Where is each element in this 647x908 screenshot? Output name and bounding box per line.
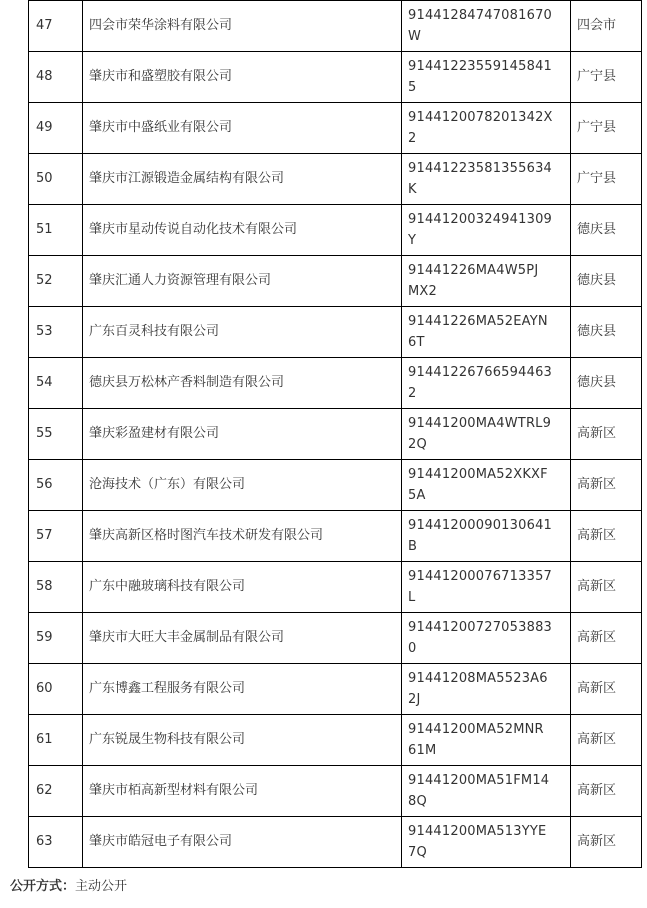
- table-row: [29, 409, 642, 460]
- table-row: [29, 613, 642, 664]
- credit-code: [402, 562, 571, 613]
- area: 四会市: [571, 1, 642, 52]
- area: 高新区: [571, 409, 642, 460]
- credit-code-line-2: 2Q: [408, 437, 427, 452]
- credit-code: [402, 307, 571, 358]
- company-table: [28, 0, 642, 868]
- credit-code: [402, 52, 571, 103]
- area: 德庆县: [571, 256, 642, 307]
- row-number: 58: [29, 562, 83, 613]
- table-row: [29, 817, 642, 868]
- row-number: 53: [29, 307, 83, 358]
- row-number: 50: [29, 154, 83, 205]
- table-row: [29, 307, 642, 358]
- table-row: [29, 103, 642, 154]
- credit-code: [402, 766, 571, 817]
- credit-code-line-1: 91441226MA4W5PJ: [408, 263, 539, 278]
- area: 高新区: [571, 766, 642, 817]
- table-row: [29, 205, 642, 256]
- credit-code-line-1: 91441226766594463: [408, 365, 553, 380]
- credit-code-line-2: K: [408, 182, 417, 197]
- credit-code-line-1: 9144120078201342X: [408, 110, 553, 125]
- credit-code: [402, 817, 571, 868]
- table-row: [29, 460, 642, 511]
- disclosure-method-label: 公开方式：: [10, 879, 76, 894]
- credit-code: [402, 409, 571, 460]
- credit-code-line-2: B: [408, 539, 418, 554]
- company-name: 肇庆高新区格时图汽车技术研发有限公司: [83, 511, 402, 562]
- area: 高新区: [571, 664, 642, 715]
- credit-code: [402, 715, 571, 766]
- row-number: 52: [29, 256, 83, 307]
- company-name: 肇庆彩盈建材有限公司: [83, 409, 402, 460]
- credit-code-line-1: 91441208MA5523A6: [408, 671, 548, 686]
- disclosure-method-value: 主动公开: [75, 879, 128, 894]
- table-row: [29, 766, 642, 817]
- row-number: 60: [29, 664, 83, 715]
- row-number: 47: [29, 1, 83, 52]
- credit-code-line-2: 2: [408, 131, 417, 146]
- company-name: 肇庆市星动传说自动化技术有限公司: [83, 205, 402, 256]
- credit-code-line-1: 91441200727053883: [408, 620, 553, 635]
- credit-code-line-2: 6T: [408, 335, 425, 350]
- area: 高新区: [571, 613, 642, 664]
- area: 高新区: [571, 715, 642, 766]
- credit-code: [402, 358, 571, 409]
- area: 高新区: [571, 817, 642, 868]
- credit-code-line-2: W: [408, 29, 422, 44]
- company-name: 肇庆市中盛纸业有限公司: [83, 103, 402, 154]
- credit-code-line-1: 91441223581355634: [408, 161, 553, 176]
- table-row: [29, 358, 642, 409]
- row-number: 63: [29, 817, 83, 868]
- area: 广宁县: [571, 154, 642, 205]
- area: 高新区: [571, 460, 642, 511]
- credit-code-line-1: 91441226MA52EAYN: [408, 314, 548, 329]
- company-name: 肇庆市栢高新型材料有限公司: [83, 766, 402, 817]
- area: 德庆县: [571, 307, 642, 358]
- credit-code-line-1: 91441284747081670: [408, 8, 553, 23]
- credit-code-line-2: 61M: [408, 743, 437, 758]
- row-number: 54: [29, 358, 83, 409]
- credit-code: [402, 154, 571, 205]
- row-number: 56: [29, 460, 83, 511]
- table-row: [29, 511, 642, 562]
- credit-code: [402, 511, 571, 562]
- table-row: [29, 1, 642, 52]
- company-name: 肇庆市江源锻造金属结构有限公司: [83, 154, 402, 205]
- credit-code: [402, 256, 571, 307]
- row-number: 61: [29, 715, 83, 766]
- company-name: 肇庆汇通人力资源管理有限公司: [83, 256, 402, 307]
- row-number: 62: [29, 766, 83, 817]
- row-number: 48: [29, 52, 83, 103]
- table-row: [29, 52, 642, 103]
- company-name: 广东锐晟生物科技有限公司: [83, 715, 402, 766]
- credit-code-line-2: L: [408, 590, 416, 605]
- credit-code-line-1: 91441200090130641: [408, 518, 553, 533]
- area: 高新区: [571, 511, 642, 562]
- table-row: [29, 664, 642, 715]
- credit-code-line-2: 5A: [408, 488, 426, 503]
- credit-code: [402, 460, 571, 511]
- row-number: 55: [29, 409, 83, 460]
- company-name: 沧海技术（广东）有限公司: [83, 460, 402, 511]
- credit-code: [402, 664, 571, 715]
- credit-code-line-2: MX2: [408, 284, 437, 299]
- area: 广宁县: [571, 103, 642, 154]
- disclosure-method: [10, 878, 127, 896]
- credit-code-line-1: 91441223559145841: [408, 59, 553, 74]
- credit-code: [402, 1, 571, 52]
- area: 德庆县: [571, 358, 642, 409]
- table-row: [29, 715, 642, 766]
- credit-code: [402, 103, 571, 154]
- company-name: 肇庆市大旺大丰金属制品有限公司: [83, 613, 402, 664]
- company-name: 广东博鑫工程服务有限公司: [83, 664, 402, 715]
- credit-code-line-1: 91441200MA51FM14: [408, 773, 550, 788]
- credit-code-line-2: 5: [408, 80, 417, 95]
- credit-code-line-2: 2: [408, 386, 417, 401]
- row-number: 49: [29, 103, 83, 154]
- row-number: 59: [29, 613, 83, 664]
- area: 德庆县: [571, 205, 642, 256]
- company-name: 肇庆市和盛塑胶有限公司: [83, 52, 402, 103]
- area: 广宁县: [571, 52, 642, 103]
- company-name: 广东百灵科技有限公司: [83, 307, 402, 358]
- row-number: 51: [29, 205, 83, 256]
- credit-code-line-2: 2J: [408, 692, 421, 707]
- credit-code-line-1: 91441200MA4WTRL9: [408, 416, 552, 431]
- row-number: 57: [29, 511, 83, 562]
- company-name: 广东中融玻璃科技有限公司: [83, 562, 402, 613]
- credit-code-line-2: 0: [408, 641, 417, 656]
- credit-code-line-1: 91441200076713357: [408, 569, 553, 584]
- credit-code: [402, 613, 571, 664]
- credit-code-line-2: 7Q: [408, 845, 427, 860]
- area: 高新区: [571, 562, 642, 613]
- table-row: [29, 562, 642, 613]
- credit-code-line-1: 91441200MA52XKXF: [408, 467, 548, 482]
- credit-code-line-2: 8Q: [408, 794, 427, 809]
- credit-code: [402, 205, 571, 256]
- company-name: 德庆县万松林产香料制造有限公司: [83, 358, 402, 409]
- table-row: [29, 256, 642, 307]
- credit-code-line-1: 91441200324941309: [408, 212, 553, 227]
- credit-code-line-1: 91441200MA52MNR: [408, 722, 544, 737]
- company-table-body: [29, 1, 642, 868]
- credit-code-line-1: 91441200MA513YYE: [408, 824, 547, 839]
- company-name: 肇庆市皓冠电子有限公司: [83, 817, 402, 868]
- company-name: 四会市荣华涂料有限公司: [83, 1, 402, 52]
- table-row: [29, 154, 642, 205]
- credit-code-line-2: Y: [408, 233, 417, 248]
